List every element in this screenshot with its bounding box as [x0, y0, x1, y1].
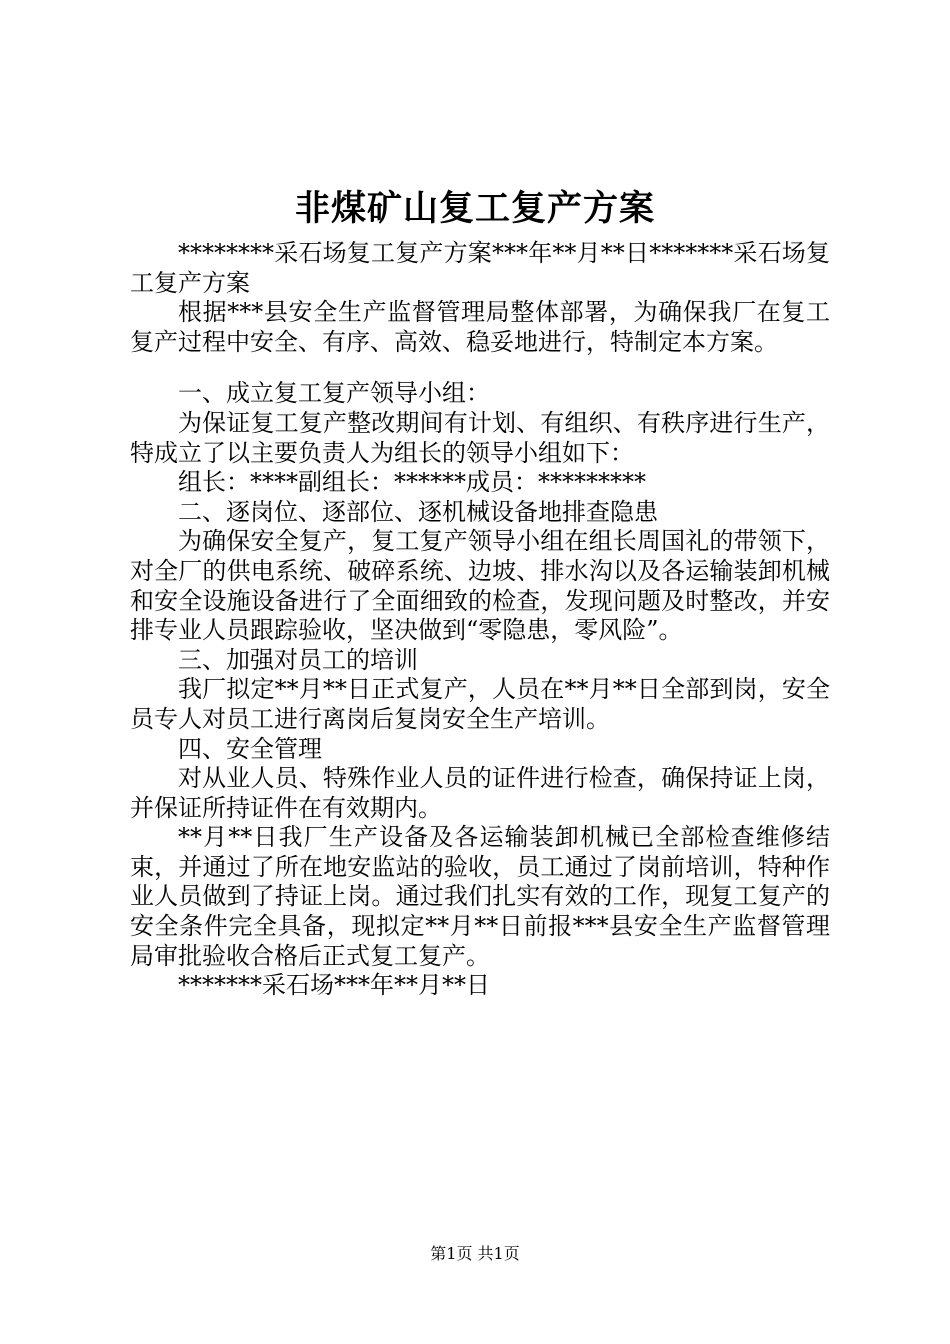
- page-footer: 第1页 共1页: [430, 1244, 520, 1263]
- section-heading-2: 二、逐岗位、逐部位、逐机械设备地排查隐患: [178, 497, 658, 526]
- signature-line: *******采石场***年**月**日: [178, 971, 490, 1000]
- leadership-list: 组长：****副组长：******成员：*********: [178, 468, 646, 497]
- document-title: 非煤矿山复工复产方案: [294, 188, 655, 229]
- intro-paragraph: 根据***县安全生产监督管理局整体部署，为确保我厂在复工复产过程中安全、有序、高效、稳妥地进行，特制定本方案。: [130, 298, 830, 356]
- conclusion-paragraph: **月**日我厂生产设备及各运输装卸机械已全部检查维修结束，并通过了所在地安监站的验收，员工通过了岗前培训，特种作业人员做到了持证上岗。通过我们扎实有效的工作，现复工复产的安全条件完全具备，现拟定**月**日前报***县安全生产监督管理局审批验收合格后正式复工复产。: [130, 823, 830, 970]
- document-body: [130, 239, 830, 1001]
- section-heading-1: 一、成立复工复产领导小组：: [178, 379, 490, 408]
- section-heading-3: 三、加强对员工的培训: [178, 645, 418, 674]
- paragraph-spacer: [130, 357, 830, 379]
- section-1-paragraph: 为保证复工复产整改期间有计划、有组织、有秩序进行生产，特成立了以主要负责人为组长的领导小组如下：: [130, 408, 830, 467]
- section-heading-4: 四、安全管理: [178, 734, 322, 763]
- section-3-paragraph: 我厂拟定**月**日正式复产，人员在**月**日全部到岗，安全员专人对员工进行离岗后复岗安全生产培训。: [130, 675, 830, 733]
- section-2-paragraph: 为确保安全复产，复工复产领导小组在组长周国礼的带领下，对全厂的供电系统、破碎系统、边坡、排水沟以及各运输装卸机械和安全设施设备进行了全面细致的检查，发现问题及时整改，并安排专业人员跟踪验收，坚决做到“零隐患，零风险”。: [130, 527, 830, 645]
- header-paragraph: ********采石场复工复产方案***年**月**日*******采石场复工复产方案: [130, 239, 830, 297]
- section-4-paragraph: 对从业人员、特殊作业人员的证件进行检查，确保持证上岗，并保证所持证件在有效期内。: [130, 764, 830, 822]
